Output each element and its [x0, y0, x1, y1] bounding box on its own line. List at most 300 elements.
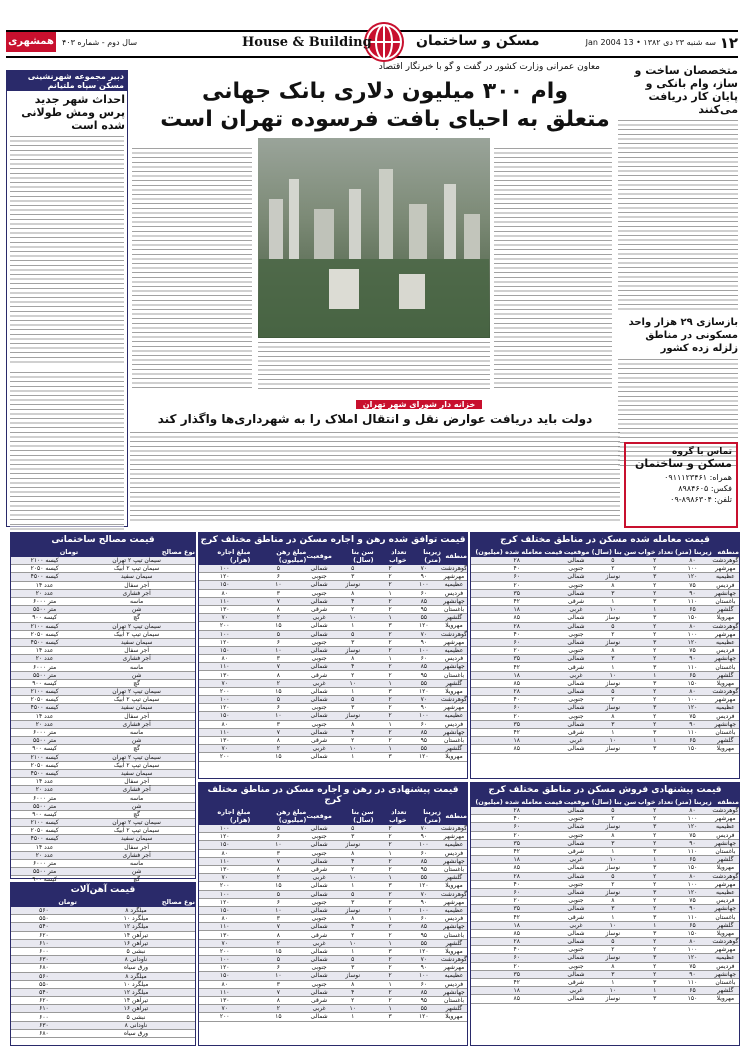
table-row	[11, 655, 195, 663]
table-cell: شمالی	[306, 988, 332, 996]
right-column-headline: متخصصان ساخت و ساز، وام بانکی و پایان کار دریافت می‌کنند	[634, 64, 738, 116]
newspaper-logo: همشهری	[6, 32, 56, 52]
table-row	[471, 880, 739, 888]
table-cell: ۶۵	[673, 671, 711, 679]
table-cell: گچ	[78, 876, 195, 884]
table-cell: شرقی	[563, 663, 590, 671]
table-cell: ۷	[250, 988, 306, 996]
table-cell: شن	[78, 606, 195, 614]
table-cell: ۳	[636, 823, 673, 831]
table-cell: ۱۵۰	[199, 581, 250, 589]
table-cell: فردیس	[441, 720, 467, 728]
table-cell: ناودانی ۸	[77, 956, 195, 964]
table-row	[471, 823, 739, 831]
table-cell: ۱۰	[589, 856, 636, 864]
table-cell: فردیس	[441, 589, 467, 597]
table-cell: ۱۱۰	[673, 978, 711, 986]
column-header: تعداد خواب	[374, 807, 407, 825]
table-cell: شرقی	[563, 978, 590, 986]
table-cell: شمالی	[563, 938, 590, 946]
table-cell: نوساز	[332, 906, 374, 914]
photo-caption	[258, 342, 490, 390]
table-row	[11, 964, 195, 972]
table-cell: عظیمیه	[441, 906, 467, 914]
table-row	[199, 833, 467, 841]
table-cell: ۱	[332, 622, 374, 630]
table-cell: عدد ۲۰	[11, 720, 78, 728]
table-cell: ۸۰	[673, 622, 711, 630]
table-cell: ماسه	[78, 663, 195, 671]
offer-rent-table	[198, 782, 468, 1046]
table-cell: ۹۰	[673, 905, 711, 913]
table-cell: ۱۲۰	[199, 704, 250, 712]
table-cell: نوساز	[332, 841, 374, 849]
table-cell: شمالی	[306, 622, 332, 630]
table-cell: سیمان تیپ ۲ تهران	[78, 622, 195, 630]
table-cell: ۷۵	[673, 581, 711, 589]
table-row	[471, 688, 739, 696]
table-row	[199, 915, 467, 923]
table-cell: ۱۰۰	[199, 825, 250, 833]
table-cell: سیمان تیپ ۲ تهران	[78, 819, 195, 827]
table-cell: ۶۰	[471, 888, 563, 896]
main-headline-line2: متعلق به احیای بافت فرسوده تهران است	[160, 107, 610, 132]
table-cell: ۲	[636, 831, 673, 839]
table-cell: ۸۵	[407, 923, 441, 931]
table-row	[471, 962, 739, 970]
table-cell: ۷	[250, 728, 306, 736]
table-row	[199, 964, 467, 972]
table-cell: شمالی	[563, 720, 590, 728]
table-row	[199, 630, 467, 638]
table-cell: شمالی	[563, 954, 590, 962]
table-cell: ۷۰	[199, 1005, 250, 1013]
table-cell: ۸۰	[199, 589, 250, 597]
table-cell: ۷۰	[199, 745, 250, 753]
table-cell: فردیس	[441, 915, 467, 923]
table-cell: ۱	[374, 1005, 407, 1013]
table-cell: ۷۵	[673, 647, 711, 655]
table-cell: کیسه ۲۱۰۰	[11, 622, 78, 630]
table-cell: ۴	[332, 923, 374, 931]
table-cell: ۱۵۰	[199, 972, 250, 980]
table-cell: ۷۵	[673, 897, 711, 905]
table-cell: ۳	[636, 913, 673, 921]
table-row	[11, 972, 195, 980]
table-cell: ۱	[374, 655, 407, 663]
table-cell: ۱۲۰	[673, 704, 711, 712]
table-row	[11, 679, 195, 687]
table-cell: ۳	[636, 954, 673, 962]
table-row	[471, 970, 739, 978]
table-row	[199, 956, 467, 964]
table-cell: عظیمیه	[441, 581, 467, 589]
page-number: ۱۲	[719, 34, 738, 52]
table-row	[11, 1013, 195, 1021]
table-cell: گوهردشت	[712, 622, 739, 630]
table-cell: گوهردشت	[440, 630, 467, 638]
table-cell: گلشهر	[712, 856, 739, 864]
table-row	[199, 882, 467, 890]
table-row	[471, 897, 739, 905]
column-header: زیربنا (متر)	[675, 798, 712, 806]
table-cell: مهرشهر	[712, 815, 739, 823]
table-cell: شمالی	[563, 807, 590, 815]
subheadline: دولت باید دریافت عوارض نقل و انتقال املاک را به شهرداری‌ها واگذار کند	[157, 412, 593, 426]
table-cell: ۸۵	[407, 857, 441, 865]
table-cell: ۱۱۰	[673, 913, 711, 921]
table-cell: ۸	[332, 849, 374, 857]
table-cell: ۲	[374, 964, 407, 972]
table-cell: ۶۵	[673, 737, 711, 745]
table-cell: عظیمیه	[441, 841, 467, 849]
table-row	[11, 988, 195, 996]
table-row	[471, 573, 739, 581]
table-cell: ۱۸	[471, 987, 563, 995]
contact-title: تماس با گروه	[672, 447, 732, 457]
table-cell: شرقی	[563, 728, 590, 736]
contact-name: مسکن و ساختمان	[634, 457, 732, 470]
table-cell: ۲۰۰	[199, 1013, 250, 1021]
phone-number[interactable]: ۰۹۱۱۱۲۳۴۶۱	[664, 473, 708, 482]
table-cell: ۱	[374, 980, 407, 988]
table-cell: سیمان تیپ ۲ آبیک	[78, 696, 195, 704]
table-row	[471, 622, 739, 630]
table-cell: ۶۰	[407, 655, 441, 663]
table-cell: ۳	[589, 839, 636, 847]
table-cell: جنوبی	[306, 573, 332, 581]
table-title: قیمت مصالح ساختمانی	[11, 533, 195, 547]
article-text-block	[130, 432, 620, 524]
table-cell: شمالی	[563, 839, 590, 847]
table-cell: ناودانی ۸	[77, 1021, 195, 1029]
table-cell: ۱	[332, 947, 374, 955]
table-cell: ۱۰	[589, 921, 636, 929]
table-cell: غربی	[306, 874, 332, 882]
table-cell: آجر سفال	[78, 581, 195, 589]
table-cell: شمالی	[563, 573, 590, 581]
table-cell: جهانشهر	[441, 923, 467, 931]
table-cell: جنوبی	[563, 565, 590, 573]
table-row	[11, 696, 195, 704]
column-header: زیربنا (متر)	[675, 548, 712, 556]
table-cell: ۱۱۰	[673, 597, 711, 605]
table-cell: ۱	[589, 913, 636, 921]
table-cell: ۲	[636, 696, 673, 704]
table-cell: تیرآهن ۱۶	[77, 939, 195, 947]
table-cell: جهانشهر	[441, 857, 467, 865]
table-row	[199, 696, 467, 704]
table-cell: ۲۰	[471, 647, 563, 655]
table-cell: مهرشهر	[441, 704, 467, 712]
table-cell: ۱۸	[471, 671, 563, 679]
table-cell: آجر فشاری	[78, 720, 195, 728]
table-row	[199, 720, 467, 728]
table-cell: ۳۵	[471, 589, 563, 597]
table-row	[199, 753, 467, 761]
table-cell: ۸۰	[199, 915, 250, 923]
table-cell: ۴۰	[471, 696, 563, 704]
table-cell: ۱۱۰	[673, 728, 711, 736]
table-cell: ۵	[589, 807, 636, 815]
column-header: سن بنا (سال)	[332, 807, 374, 825]
table-cell: غربی	[563, 606, 590, 614]
table-cell: مهرشهر	[441, 833, 467, 841]
table-row	[11, 589, 195, 597]
table-row	[11, 720, 195, 728]
table-cell: ۹۰	[673, 970, 711, 978]
column-header: مبلغ رهن (میلیون)	[250, 547, 306, 565]
table-cell: ۸	[332, 720, 374, 728]
table-cell: ۲	[374, 597, 407, 605]
table-cell: ۱۵۰	[673, 864, 711, 872]
table-row	[11, 647, 195, 655]
column-header: منطقه	[441, 807, 467, 825]
table-cell: ۳	[250, 655, 306, 663]
table-cell: غربی	[563, 987, 590, 995]
section-title-fa: مسکن و ساختمان	[416, 33, 540, 49]
table-cell: مهرویلا	[712, 929, 739, 937]
table-cell: ۱۲۰	[407, 622, 441, 630]
table-cell: ۲	[589, 565, 636, 573]
table-cell: نبشی ۵	[77, 947, 195, 955]
table-cell: گچ	[78, 745, 195, 753]
table-row	[471, 938, 739, 946]
table-cell: نوساز	[589, 929, 636, 937]
table-row	[11, 688, 195, 696]
table-cell: ۱	[374, 874, 407, 882]
table-cell: ۴۲	[471, 978, 563, 986]
table-cell: شمالی	[306, 956, 332, 964]
table-cell: ۱۲۰	[673, 888, 711, 896]
table-cell: ۸۰	[199, 980, 250, 988]
table-cell: عدد ۱۴	[11, 581, 78, 589]
table-cell: متر ۵۵۰۰	[11, 868, 78, 876]
table-row	[199, 865, 467, 873]
column-header: تومان	[11, 547, 78, 557]
table-row	[471, 807, 739, 815]
table-cell: سیمان سفید	[78, 638, 195, 646]
table-cell: ۵۵	[407, 745, 441, 753]
table-cell: ۸۵	[407, 597, 441, 605]
table-cell: متر ۶۰۰۰	[11, 663, 78, 671]
table-cell: جنوبی	[306, 589, 332, 597]
table-row	[471, 913, 739, 921]
table-cell: ۴	[332, 857, 374, 865]
table-cell: ۱۰۰	[673, 880, 711, 888]
table-cell: کیسه ۹۰۰	[11, 810, 78, 818]
table-cell: ۱۰۰	[407, 712, 441, 720]
table-row	[471, 606, 739, 614]
table-cell: ۸۵	[471, 995, 563, 1003]
table-cell: گوهردشت	[440, 696, 467, 704]
table-cell: ۲	[589, 946, 636, 954]
table-row	[199, 1013, 467, 1021]
table-cell: ۶۰۰	[11, 947, 77, 955]
table-cell: ۲۰۰	[199, 622, 250, 630]
table-cell: نوساز	[589, 704, 636, 712]
table-cell: ۳	[636, 728, 673, 736]
left-column-tag: دبیر مجموعه شهرنشینی مسکن سپاه ملتیانم	[7, 71, 127, 91]
table-cell: سیمان تیپ ۲ تهران	[78, 557, 195, 565]
table-cell: فردیس	[712, 712, 739, 720]
table-row	[11, 737, 195, 745]
table-row	[471, 589, 739, 597]
column-header: مبلغ اجاره (هزار)	[199, 547, 250, 565]
table-cell: جنوبی	[563, 897, 590, 905]
table-cell: ۲۰	[471, 831, 563, 839]
table-cell: شمالی	[306, 825, 332, 833]
table-cell: ۱۲۰	[407, 1013, 441, 1021]
table-cell: ۱۵۰	[673, 995, 711, 1003]
table-cell: ۷۰	[407, 825, 441, 833]
table-cell: ۲	[589, 630, 636, 638]
table-cell: ۲	[636, 655, 673, 663]
table-cell: شمالی	[306, 882, 332, 890]
table-cell: شمالی	[563, 995, 590, 1003]
table-cell: متر ۵۵۰۰	[11, 606, 78, 614]
table-row	[471, 995, 739, 1003]
table-cell: ۲	[332, 605, 374, 613]
table-cell: شرقی	[306, 671, 332, 679]
table-row	[199, 906, 467, 914]
table-row	[11, 745, 195, 753]
table-cell: عظیمیه	[712, 573, 739, 581]
table-cell: ۱۰۰	[199, 696, 250, 704]
column-header: منطقه	[712, 547, 739, 557]
table-cell: ۶۰	[471, 823, 563, 831]
table-cell: گلشهر	[441, 745, 467, 753]
table-cell: ۷۰	[407, 956, 441, 964]
table-cell: آجر سفال	[78, 712, 195, 720]
table-cell: شمالی	[306, 687, 332, 695]
table-cell: ۲	[636, 938, 673, 946]
table-cell: باغستان	[441, 671, 467, 679]
table-cell: سیمان سفید	[78, 573, 195, 581]
table-cell: ۴۲	[471, 913, 563, 921]
tel-number[interactable]: ۸۹۸۶۳۰۴-۰۹	[670, 495, 712, 504]
table-row	[11, 606, 195, 614]
table-cell: گوهردشت	[440, 825, 467, 833]
table-cell: ۵	[250, 956, 306, 964]
table-row	[11, 761, 195, 769]
table-cell: ۸۰	[673, 807, 711, 815]
table-cell: متر ۵۵۰۰	[11, 802, 78, 810]
table-cell: ۱۰۰	[673, 815, 711, 823]
table-cell: جهانشهر	[712, 970, 739, 978]
table-cell: ۱	[332, 753, 374, 761]
table-cell: ۴۲	[471, 597, 563, 605]
table-cell: متر ۵۵۰۰	[11, 737, 78, 745]
table-cell: سیمان سفید	[78, 769, 195, 777]
table-cell: ۷۰	[407, 630, 441, 638]
table-cell: جنوبی	[563, 712, 590, 720]
table-cell: شرقی	[306, 865, 332, 873]
table-row	[11, 1005, 195, 1013]
column-header: تعداد خواب	[374, 547, 407, 565]
table-cell: ۲	[374, 696, 407, 704]
article-text-block	[10, 136, 124, 366]
table-cell: باغستان	[712, 728, 739, 736]
table-cell: ۱۰	[250, 906, 306, 914]
table-cell: کیسه ۴۵۰۰	[11, 769, 78, 777]
table-cell: ۲	[636, 712, 673, 720]
table-cell: ۵۴۰	[11, 988, 77, 996]
issue-number: سال دوم - شماره ۴۰۳	[62, 38, 138, 47]
table-cell: ۷	[250, 597, 306, 605]
table-cell: ۳	[332, 833, 374, 841]
table-cell: ۱۸	[471, 606, 563, 614]
table-cell: ۶۱۰	[11, 939, 77, 947]
table-cell: ۲	[374, 857, 407, 865]
table-cell: ۶۰	[407, 849, 441, 857]
table-row	[471, 745, 739, 753]
table-cell: عظیمیه	[712, 888, 739, 896]
table-row	[11, 956, 195, 964]
table-cell: ۲	[332, 996, 374, 1004]
table-cell: ۱	[374, 614, 407, 622]
table-cell: ۲	[589, 815, 636, 823]
table-cell: ۲	[636, 880, 673, 888]
table-cell: ۱۵	[250, 687, 306, 695]
table-cell: ۹۰	[673, 655, 711, 663]
table-row	[471, 696, 739, 704]
table-cell: غربی	[563, 737, 590, 745]
table-cell: ۱۳۰	[199, 605, 250, 613]
table-cell: آجر سفال	[78, 843, 195, 851]
table-cell: ۳	[589, 905, 636, 913]
table-cell: ماسه	[78, 794, 195, 802]
table-cell: سیمان سفید	[78, 835, 195, 843]
table-cell: ۵	[250, 565, 306, 573]
table-cell: ۱۲۰	[199, 898, 250, 906]
table-cell: ماسه	[78, 728, 195, 736]
table-cell: ۱۰	[250, 841, 306, 849]
table-cell: ۹۰	[407, 638, 441, 646]
table-cell: ۲	[374, 988, 407, 996]
table-cell: مهرویلا	[441, 1013, 467, 1021]
table-cell: شرقی	[306, 996, 332, 1004]
table-cell: شرقی	[306, 931, 332, 939]
table-cell: نوساز	[332, 972, 374, 980]
table-cell: ۲	[636, 565, 673, 573]
table-row	[11, 778, 195, 786]
table-cell: کیسه ۲۱۰۰	[11, 819, 78, 827]
table-cell: شمالی	[306, 696, 332, 704]
table-cell: ۱۱۰	[673, 663, 711, 671]
table-cell: ۲	[374, 956, 407, 964]
table-cell: ۱۲۰	[199, 573, 250, 581]
table-row	[471, 557, 739, 565]
table-cell: ۹۰	[673, 720, 711, 728]
table-cell: کیسه ۲۰۵۰	[11, 696, 78, 704]
table-cell: گچ	[78, 614, 195, 622]
issue-date: سه شنبه ۲۳ دی ۱۳۸۲ • 13 Jan 2004	[585, 38, 716, 47]
table-row	[11, 931, 195, 939]
article-text-block	[618, 120, 738, 310]
table-cell: ۵	[589, 688, 636, 696]
table-cell: ۵	[332, 696, 374, 704]
table-cell: ۴	[332, 988, 374, 996]
table-cell: متر ۶۰۰۰	[11, 728, 78, 736]
table-cell: ۱	[636, 671, 673, 679]
table-row	[11, 923, 195, 931]
table-cell: ۲	[636, 581, 673, 589]
table-cell: ۶۰	[471, 954, 563, 962]
table-cell: ۱	[636, 606, 673, 614]
table-cell: ۱۸	[471, 856, 563, 864]
table-cell: شمالی	[563, 557, 590, 565]
